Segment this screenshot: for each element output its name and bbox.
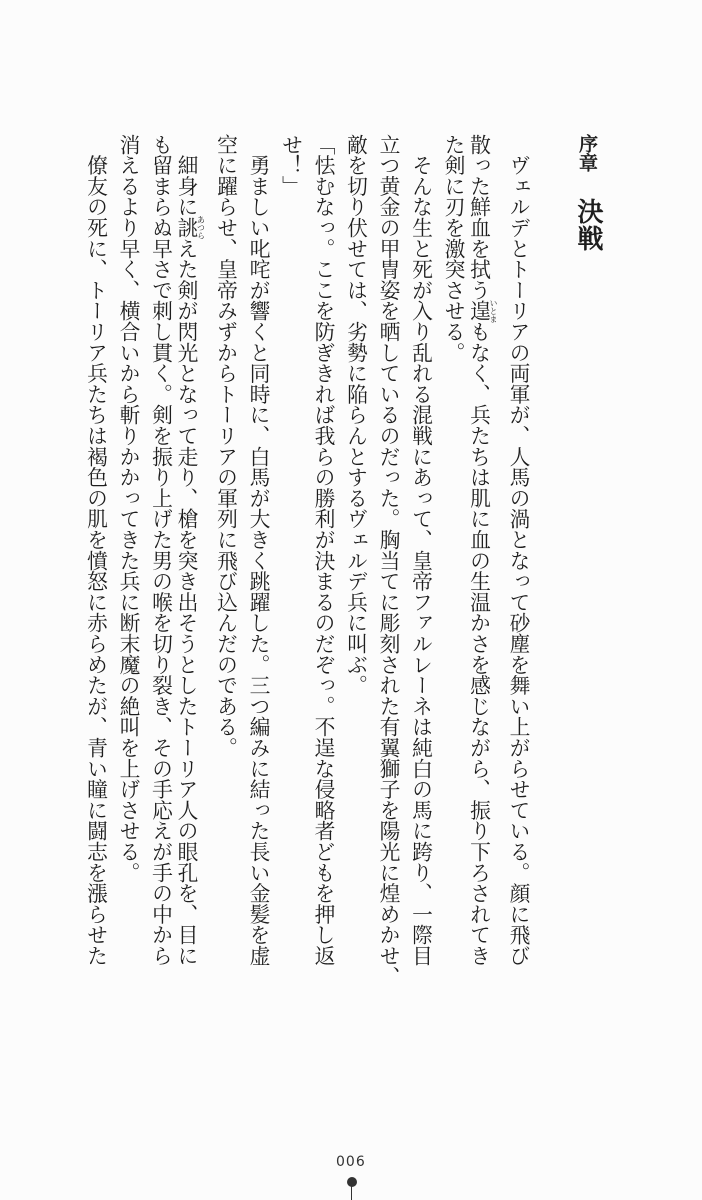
text-run: 「怯むなっ。ここを防ぎきれば我らの勝利が決まるのだぞっ。不逞な侵略者どもを押し返 [311, 134, 335, 966]
text-column [466, 134, 498, 967]
text-column [84, 134, 108, 966]
text-run: 細身に [174, 134, 198, 218]
text-column [409, 134, 433, 966]
ruby-annotation: 誂あつら [174, 215, 206, 240]
text-column [376, 134, 400, 987]
text-column [344, 134, 368, 696]
text-column [506, 134, 530, 966]
ruby-annotation: 遑いとま [466, 298, 498, 323]
text-column [441, 134, 465, 363]
text-run: 僚友の死に、トーリア兵たちは褐色の肌を憤怒に赤らめたが、青い瞳に闘志を漲らせた [83, 134, 108, 966]
text-run: ヴェルデとトーリアの両軍が、人馬の渦となって砂塵を舞い上がらせている。顔に飛び [506, 134, 530, 966]
text-run: そんな生と死が入り乱れる混戦にあって、皇帝ファルレーネは純白の馬に跨り、一際目 [408, 134, 433, 966]
text-run: 立つ黄金の甲冑姿を晒しているのだった。胸当てに彫刻された有翼獅子を陽光に煌めかせ、 [376, 134, 400, 987]
text-run: 散った鮮血を拭う [466, 134, 491, 301]
text-run: 空に躍らせ、皇帝みずからトーリアの軍列に飛び込んだのである。 [213, 134, 238, 758]
text-column [116, 134, 140, 883]
text-run: えた剣が閃光となって走り、槍を突き出そうとしたトーリア人の眼孔を、目に [174, 238, 198, 967]
text-run: せ！」 [278, 134, 303, 197]
text-run: も留まらぬ早さで刺し貫く。剣を振り上げた男の喉を切り裂き、その手応えが手の中から [148, 134, 173, 966]
page-marker-line [351, 1186, 352, 1200]
text-column [214, 134, 238, 758]
text-column [279, 134, 303, 196]
text-column [149, 134, 173, 966]
text-run: 敵を切り伏せては、劣勢に陥らんとするヴェルデ兵に叫ぶ。 [343, 134, 368, 696]
chapter-title: 決戦 [573, 198, 603, 252]
page-marker-dot [347, 1177, 357, 1187]
text-run: 消えるより早く、横合いから斬りかかってきた兵に断末魔の絶叫を上げさせる。 [116, 134, 140, 883]
page-number: 006 [336, 1154, 366, 1170]
text-column [311, 134, 335, 966]
text-column [174, 134, 206, 967]
chapter-number: 序章 [576, 134, 598, 172]
text-run: た剣に刃を激突させる。 [441, 134, 465, 363]
text-column [246, 134, 270, 966]
text-run: 勇ましい叱咤が響くと同時に、白馬が大きく跳躍した。三つ編みに結った長い金髪を虚 [246, 134, 270, 966]
text-run: もなく、兵たちは肌に血の生温かさを感じながら、振り下ろされてき [466, 321, 491, 967]
